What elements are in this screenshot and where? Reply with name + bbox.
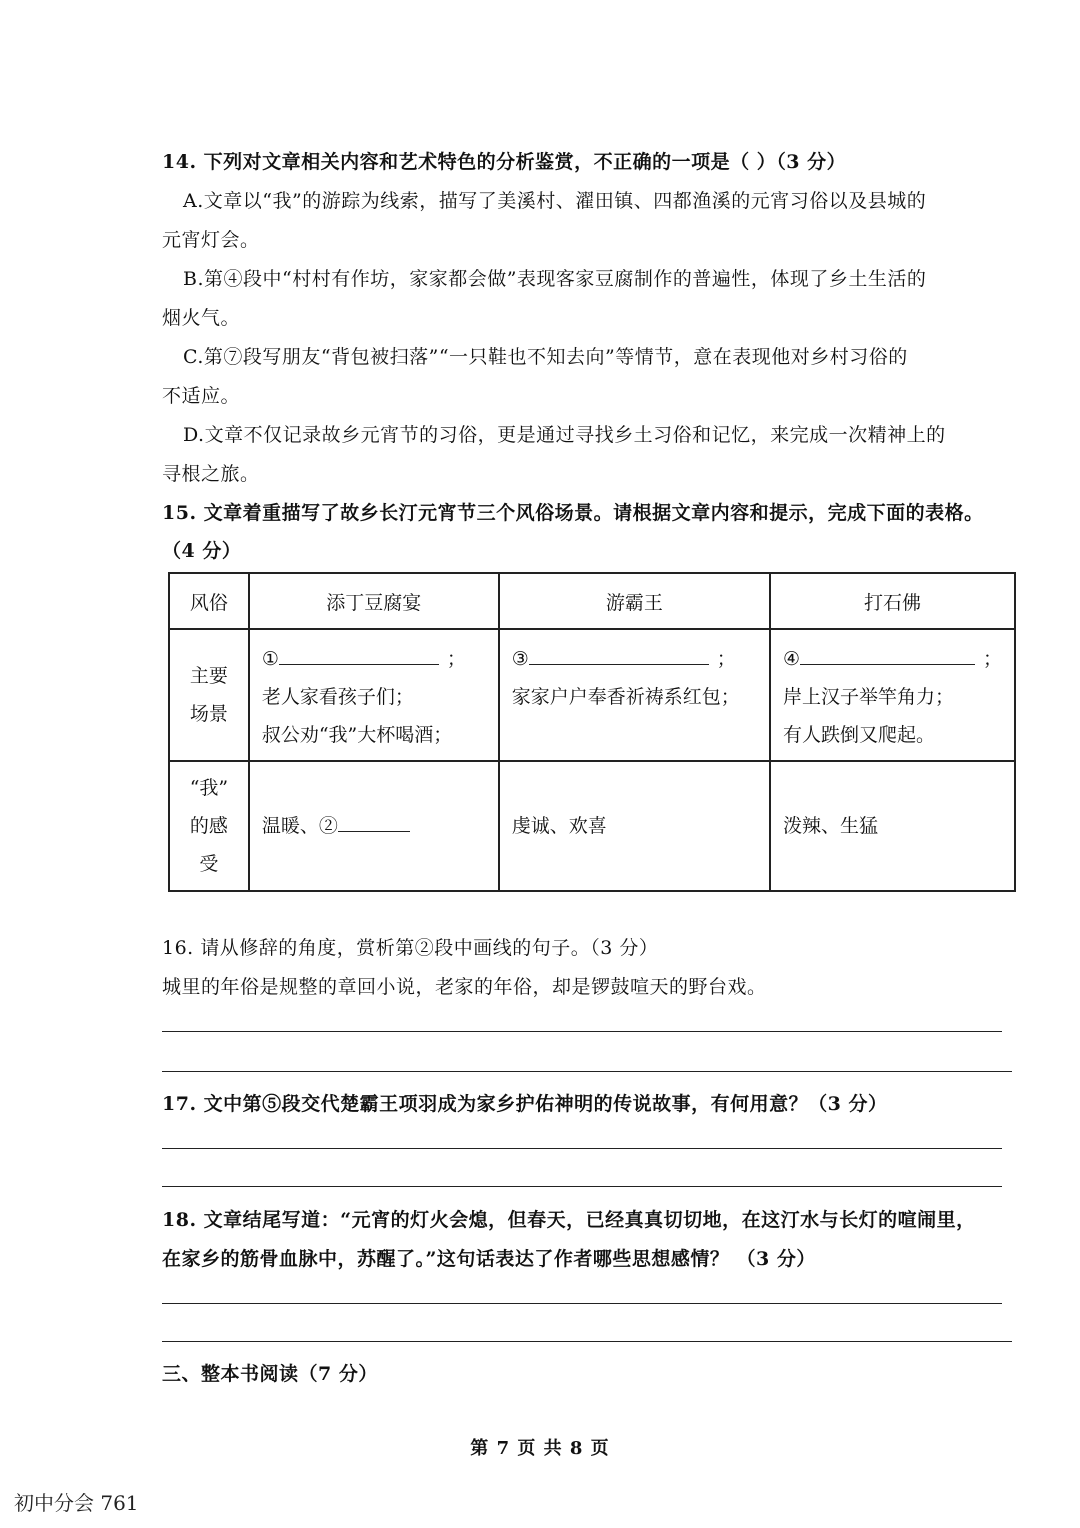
table-header-custom: 风俗 <box>169 573 249 629</box>
tofu-scene-line3: 叔公劝“我”大杯喝酒； <box>261 724 453 746</box>
cell-shifo-scene: ④ ； 岸上汉子举竿角力； 有人跌倒又爬起。 <box>770 629 1015 761</box>
tofu-scene-line2: 老人家看孩子们； <box>261 686 414 708</box>
q14-option-b-line2: 烟火气。 <box>162 307 241 329</box>
q14-option-d-line2: 寻根之旅。 <box>162 463 260 485</box>
cell-tofu-feeling <box>249 761 499 891</box>
q15-title: 15. 文章着重描写了故乡长汀元宵节三个风俗场景。请根据文章内容和提示，完成下面的表格。 <box>162 502 984 524</box>
q14-option-c-line2: 不适应。 <box>162 385 241 407</box>
q17-answer-line-1[interactable] <box>162 1148 1002 1149</box>
shifo-scene-line3: 有人跌倒又爬起。 <box>782 724 935 746</box>
blank-1-mark: ① <box>261 648 279 670</box>
answer-blank-2[interactable] <box>338 809 410 832</box>
page-number: 第 7 页 共 8 页 <box>470 1438 610 1459</box>
q16-answer-line-1[interactable] <box>162 1031 1002 1032</box>
section-3-heading: 三、整本书阅读（7 分） <box>162 1363 378 1385</box>
cell-bawang-feeling <box>499 761 770 891</box>
blank-3-mark: ③ <box>511 648 529 670</box>
watermark-label: 初中分会 761 <box>14 1491 139 1515</box>
table-header-tofu-feast: 添丁豆腐宴 <box>249 573 499 629</box>
shifo-scene-line2: 岸上汉子举竿角力； <box>782 686 954 708</box>
q18-answer-line-2[interactable] <box>162 1341 1012 1342</box>
q15-score: （4 分） <box>162 540 242 562</box>
answer-blank-3[interactable] <box>529 642 709 665</box>
q16-title: 16. 请从修辞的角度，赏析第②段中画线的句子。（3 分） <box>162 937 659 959</box>
cell-shifo-feeling <box>770 761 1015 891</box>
table-header-da-shifo: 打石佛 <box>770 573 1015 629</box>
q14-title: 14. 下列对文章相关内容和艺术特色的分析鉴赏，不正确的一项是（ ）（3 分） <box>162 151 847 173</box>
feeling-bawang-text: 虔诚、欢喜 <box>511 815 607 837</box>
feeling-shifo-text: 泼辣、生猛 <box>782 815 878 837</box>
answer-blank-4[interactable] <box>800 642 975 665</box>
q16-answer-line-2[interactable] <box>162 1071 1012 1072</box>
row-head-my-feeling: “我” 的感 受 <box>169 761 249 891</box>
q18-title-line2: 在家乡的筋骨血脉中，苏醒了。”这句话表达了作者哪些思想感情？ （3 分） <box>162 1248 816 1270</box>
q14-option-c-line1: C.第⑦段写朋友“背包被扫落”“一只鞋也不知去向”等情节，意在表现他对乡村习俗的 <box>183 346 908 368</box>
table-header-you-bawang: 游霸王 <box>499 573 770 629</box>
feeling-tofu-text: 温暖、② <box>261 815 338 837</box>
q14-option-a-line1: A.文章以“我”的游踪为线索，描写了美溪村、濯田镇、四都渔溪的元宵习俗以及县城的 <box>183 190 927 212</box>
q17-answer-line-2[interactable] <box>162 1186 1002 1187</box>
bawang-scene-line2: 家家户户奉香祈祷系红包； <box>511 686 740 708</box>
answer-blank-1[interactable] <box>279 642 439 665</box>
row-head-main-scene: 主要 场景 <box>169 629 249 761</box>
q16-sentence: 城里的年俗是规整的章回小说，老家的年俗，却是锣鼓喧天的野台戏。 <box>162 976 767 998</box>
q14-option-d-line1: D.文章不仅记录故乡元宵节的习俗，更是通过寻找乡土习俗和记忆，来完成一次精神上的 <box>183 424 946 446</box>
q14-option-a-line2: 元宵灯会。 <box>162 229 260 251</box>
cell-bawang-scene: ③ ； 家家户户奉香祈祷系红包； <box>499 629 770 761</box>
cell-tofu-scene: ① ； 老人家看孩子们； 叔公劝“我”大杯喝酒； <box>249 629 499 761</box>
q18-answer-line-1[interactable] <box>162 1303 1002 1304</box>
blank-4-mark: ④ <box>782 648 800 670</box>
custom-scene-table <box>168 572 1016 892</box>
q14-option-b-line1: B.第④段中“村村有作坊，家家都会做”表现客家豆腐制作的普遍性，体现了乡土生活的 <box>183 268 927 290</box>
q18-title-line1: 18. 文章结尾写道：“元宵的灯火会熄，但春天，已经真真切切地，在这汀水与长灯的喧闹里， <box>162 1209 976 1231</box>
q17-title: 17. 文中第⑤段交代楚霸王项羽成为家乡护佑神明的传说故事，有何用意？（3 分） <box>162 1093 888 1115</box>
